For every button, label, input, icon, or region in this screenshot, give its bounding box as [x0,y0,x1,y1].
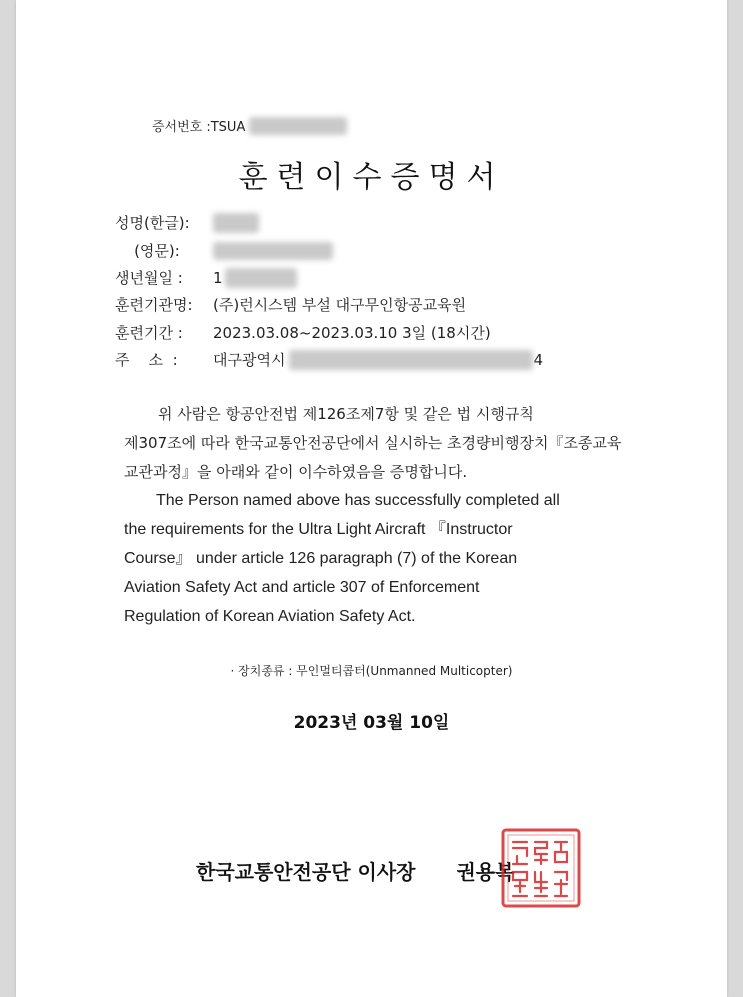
redacted-name-english [213,242,333,260]
field-label: 훈련기관명: [115,296,193,314]
field-label: 주 소 : [115,351,178,369]
english-line: The Person named above has successfully completed all [156,492,560,509]
korean-line: 교관과정』을 아래와 같이 이수하였음을 증명합니다. [124,463,468,481]
field-label: 성명(한글): [115,214,190,232]
english-line: the requirements for the Ultra Light Aircraft 『Instructor [124,521,513,538]
document-title: 훈련이수증명서 [238,160,505,195]
redacted-certificate-number [249,117,347,135]
certificate-number-label: 증서번호 :TSUA [152,120,246,135]
english-line: Regulation of Korean Aviation Safety Act. [124,608,416,625]
field-name-english [115,240,333,261]
english-line: Aviation Safety Act and article 307 of Enforcement [124,579,480,596]
certificate-page [16,0,727,997]
korean-line: 제307조에 따라 한국교통안전공단에서 실시하는 초경량비행장치『조종교육 [124,434,622,452]
field-value: 2023.03.08~2023.03.10 3일 (18시간) [213,324,491,342]
field-label: 훈련기간 : [115,324,183,342]
field-address [115,349,543,370]
field-value: 1 [213,268,223,287]
field-training-institution [115,294,466,315]
korean-statement [124,400,644,487]
field-value: 대구광역시 [213,351,286,369]
field-birthdate [115,267,297,288]
field-training-period [115,322,491,343]
korean-line: 위 사람은 항공안전법 제126조제7항 및 같은 법 시행규칙 [158,405,534,423]
issue-date: 2023년 03월 10일 [293,713,450,733]
official-seal-stamp [499,826,583,910]
field-value: (주)런시스템 부설 대구무인항공교육원 [213,296,467,314]
redacted-address [289,350,533,370]
field-label: (영문): [115,242,180,260]
english-line: Course』 under article 126 paragraph (7) of the Korean [124,550,518,567]
field-value-suffix: 4 [533,350,543,369]
field-name-korean [115,212,259,233]
certificate-number [152,116,347,135]
issuer-title: 한국교통안전공단 이사장 [196,860,416,884]
device-type: · 장치종류 : 무인멀티콥터(Unmanned Multicopter) [230,664,513,678]
field-label: 생년월일 : [115,269,183,287]
english-statement [124,486,644,631]
redacted-name-korean [213,213,259,233]
redacted-birthdate [225,268,297,288]
issuer-signature-line [196,856,514,885]
issuer-name: 권용복 [456,860,515,884]
